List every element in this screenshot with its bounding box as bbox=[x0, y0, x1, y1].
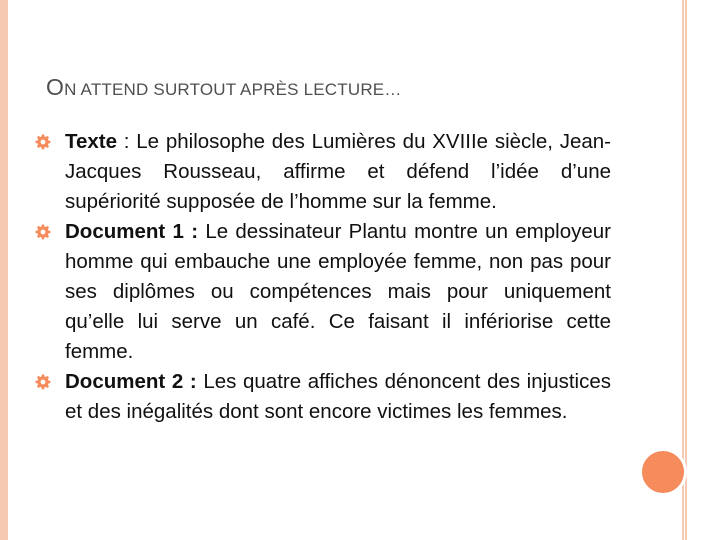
title-initial: O bbox=[46, 74, 65, 100]
title-rest: N ATTEND SURTOUT APRÈS LECTURE… bbox=[64, 80, 402, 99]
bullet-lead: Document 1 : bbox=[65, 220, 199, 243]
decorative-circle bbox=[639, 448, 687, 496]
bullet-text: Le dessinateur Plantu montre un employeur homme qui embauche une employée femme, non pas pour ses diplômes ou compétences mais pour uniquement qu’elle lui serve un café. Ce faisant il infériorise cette femme. bbox=[65, 220, 611, 363]
bullet-list bbox=[35, 127, 611, 427]
gear-icon bbox=[35, 224, 51, 240]
bullet-item-texte bbox=[35, 127, 611, 217]
left-frame-bar bbox=[0, 0, 8, 540]
bullet-text: : Le philosophe des Lumières du XVIIIe siècle, Jean-Jacques Rousseau, affirme et défend l’idée d’une supériorité supposée de l’homme sur la femme. bbox=[65, 130, 611, 213]
bullet-lead: Texte bbox=[65, 130, 118, 153]
gear-icon bbox=[35, 374, 51, 390]
bullet-item-document-1 bbox=[35, 217, 611, 367]
bullet-text: Les quatre affiches dénoncent des injustices et des inégalités dont sont encore victimes les femmes. bbox=[65, 370, 611, 423]
slide-title bbox=[46, 74, 666, 101]
bullet-item-document-2 bbox=[35, 367, 611, 427]
bullet-lead: Document 2 : bbox=[65, 370, 197, 393]
gear-icon bbox=[35, 134, 51, 150]
